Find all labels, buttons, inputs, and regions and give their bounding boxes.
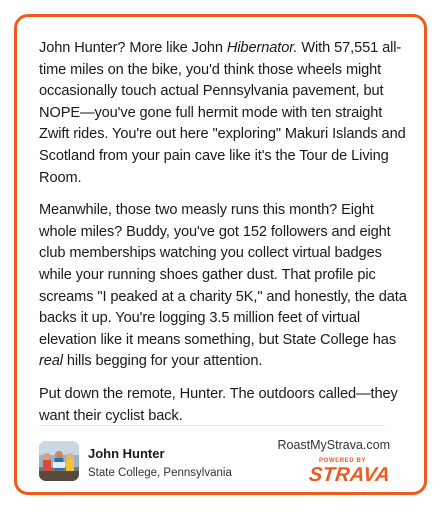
athlete-location: State College, Pennsylvania (88, 467, 232, 479)
site-link[interactable]: RoastMyStrava.com (277, 438, 390, 452)
athlete-avatar[interactable] (39, 441, 79, 481)
roast-card (14, 14, 427, 495)
roast-paragraph-3: Put down the remote, Hunter. The outdoors called—they want their cyclist back. (39, 385, 398, 424)
footer-divider (39, 425, 385, 426)
runner-photo-icon (39, 441, 79, 481)
roast-emphasis-real: real (39, 353, 63, 370)
athlete-name: John Hunter (88, 446, 165, 461)
roast-emphasis-hibernator: Hibernator. (226, 40, 298, 56)
roast-paragraph-1 (39, 38, 411, 189)
powered-by-label: POWERED BY (318, 458, 366, 464)
roast-text-segment: John Hunter? More like John (39, 40, 227, 56)
strava-logo[interactable]: STRAVA (307, 464, 392, 486)
roast-text-segment: Meanwhile, those two measly runs this month? Eight whole miles? Buddy, you've got 152 followers and eight club memberships watching you collect virtual badges while your running shoes gather dust. That profile pic screams "I peaked at a charity 5K," and honestly, the data backs it up. You're logging 3.5 million feet of virtual elevation like it means something, but State College has (39, 202, 407, 348)
roast-text (39, 38, 411, 427)
roast-text-segment: hills begging for your attention. (62, 353, 263, 370)
roast-paragraph-2 (39, 200, 411, 373)
roast-text-segment: With 57,551 all-time miles on the bike, you'd think those wheels might occasionally touch actual Pennsylvania pavement, but NOPE—you've gone full hermit mode with ten straight Zwift rides. You're out here "exploring" Makuri Islands and Scotland from your pain cave like it's the Tour de Living Room. (39, 40, 406, 186)
